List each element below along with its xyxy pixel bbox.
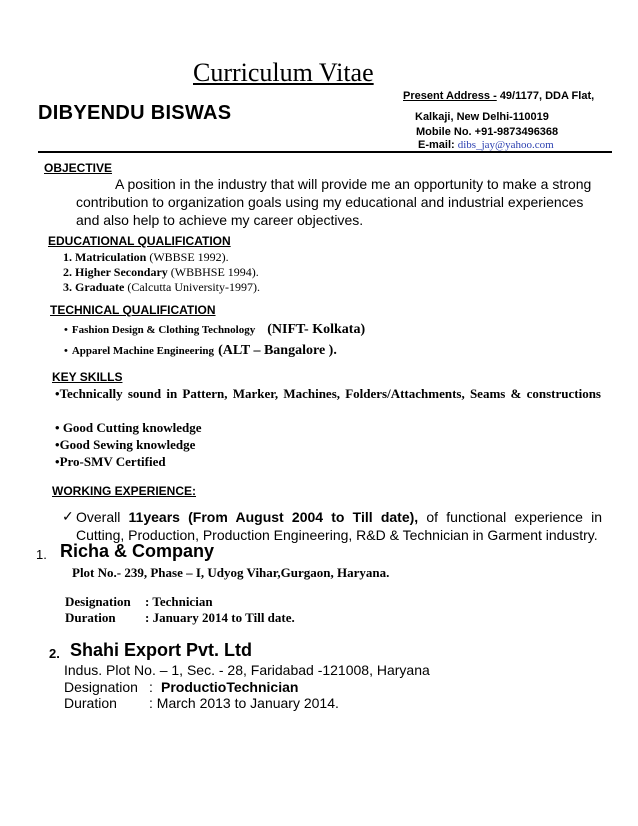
address-line-2: Kalkaji, New Delhi-110019	[415, 111, 549, 123]
skill-item: •Good Sewing knowledge	[55, 437, 196, 452]
education-item: 1. Matriculation (WBBSE 1992).	[63, 250, 229, 264]
objective-heading: OBJECTIVE	[44, 161, 113, 175]
email-line	[418, 139, 554, 151]
email-label: E-mail:	[418, 139, 455, 151]
experience-summary: Overall 11years (From August 2004 to Till date), of functional experience in Cutting, Production, Production Engineering, R&D & Technician in Garment industry.	[76, 509, 602, 543]
address-street: 49/1177, DDA Flat,	[499, 90, 595, 102]
objective-text: A position in the industry that will provide me an opportunity to make a strong contribution to organization goals using my educational and industrial experiences and also help to achieve my career objectives.	[76, 176, 592, 228]
check-icon: ✓	[62, 508, 74, 524]
designation-line: Designation : Technician	[65, 594, 213, 609]
duration-line: Duration : January 2014 to Till date.	[65, 610, 295, 625]
company-number: 2.	[49, 646, 60, 661]
skills-heading: KEY SKILLS	[52, 370, 123, 384]
bullet-icon: •	[64, 345, 68, 357]
company-address: Plot No.- 239, Phase – I, Udyog Vihar,Gurgaon, Haryana.	[72, 565, 390, 580]
company-number: 1.	[36, 547, 47, 562]
bullet-icon: •	[55, 386, 60, 401]
duration-line: Duration : March 2013 to January 2014.	[64, 695, 339, 711]
skill-item: •Technically sound in Pattern, Marker, Machines, Folders/Attachments, Seams & constructions	[55, 386, 601, 401]
designation-line: Designation : ProductioTechnician	[64, 679, 299, 695]
address-line-1	[403, 90, 594, 102]
technical-heading: TECHNICAL QUALIFICATION	[50, 303, 216, 317]
company-name: Richa & Company	[60, 541, 215, 561]
address-label: Present Address -	[403, 90, 497, 102]
candidate-name: DIBYENDU BISWAS	[38, 102, 232, 124]
mobile-number: Mobile No. +91-9873496368	[416, 126, 559, 138]
education-item: 3. Graduate (Calcutta University-1997).	[63, 280, 260, 294]
experience-heading: WORKING EXPERIENCE:	[52, 484, 197, 498]
company-name: Shahi Export Pvt. Ltd	[70, 640, 253, 660]
bullet-icon: •	[55, 437, 60, 452]
skill-item: • Good Cutting knowledge	[55, 420, 202, 435]
bullet-icon: •	[64, 324, 68, 336]
skill-item: •Pro-SMV Certified	[55, 454, 166, 469]
bullet-icon: •	[55, 420, 60, 435]
header-divider	[38, 151, 612, 153]
company-address: Indus. Plot No. – 1, Sec. - 28, Faridabad -121008, Haryana	[64, 662, 430, 678]
technical-item: • Apparel Machine Engineering (ALT – Bangalore ).	[64, 343, 337, 358]
technical-item: • Fashion Design & Clothing Technology (NIFT- Kolkata)	[64, 322, 366, 337]
page-title: Curriculum Vitae	[193, 58, 374, 87]
education-heading: EDUCATIONAL QUALIFICATION	[48, 234, 231, 248]
email-link[interactable]: dibs_jay@yahoo.com	[457, 139, 554, 151]
bullet-icon: •	[55, 454, 60, 469]
education-item: 2. Higher Secondary (WBBHSE 1994).	[63, 265, 259, 279]
